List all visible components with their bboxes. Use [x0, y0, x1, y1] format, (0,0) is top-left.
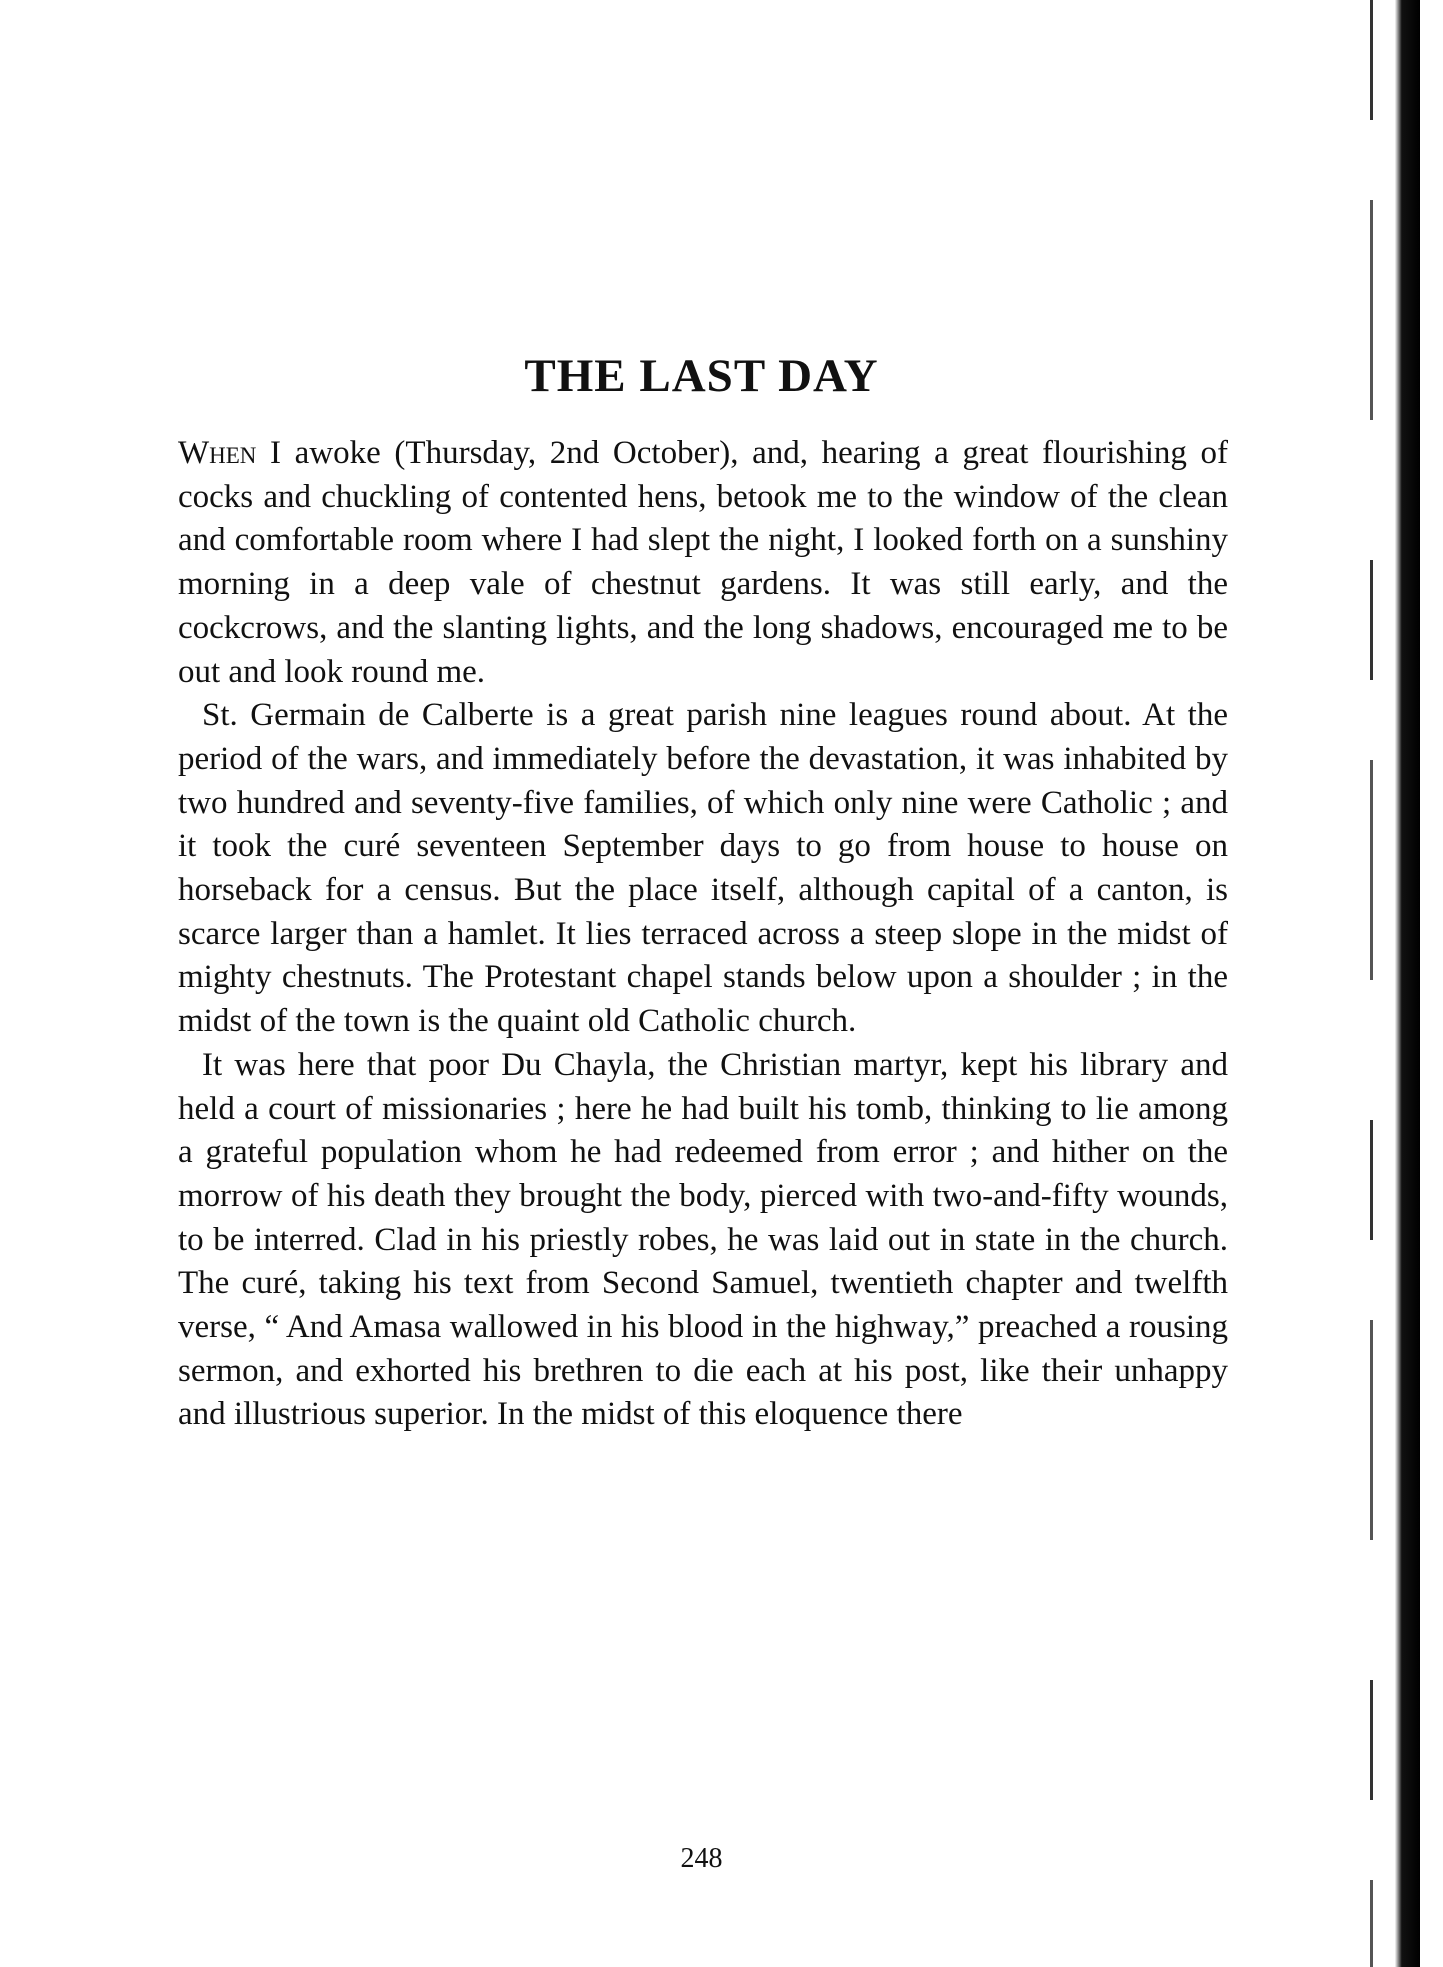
paragraph-3: It was here that poor Du Chayla, the Christian martyr, kept his library and held a court of missionaries ; here he had built his tomb, thinking to lie among a grateful population whom he had redeemed from error ; and hither on the morrow of his death they brought the body, pierced with two-and-fifty wounds, to be interred. Clad in his priestly robes, he was laid out in state in the church. The curé, taking his text from Second Samuel, twentieth chapter and twelfth verse, “ And Amasa wallowed in his blood in the highway,” preached a rousing sermon, and exhorted his brethren to die each at his post, like their unhappy and illustrious superior. In the midst of this eloquence there [178, 1046, 1228, 1433]
paragraph-1 [178, 432, 1228, 694]
small-caps-lead: When [178, 435, 257, 471]
chapter-title: THE LAST DAY [524, 350, 879, 403]
book-binding-edge [1392, 0, 1420, 1967]
body-text [178, 432, 1228, 1437]
paragraph-text: I awoke (Thursday, 2nd October), and, hearing a great flourishing of cocks and chuckling of contented hens, betook me to the window of the clean and comfortable room where I had slept the night, I looked forth on a sunshiny morning in a deep vale of chestnut gardens. It was still early, and the cockcrows, and the slanting lights, and the long shadows, encouraged me to be out and look round me. [178, 435, 1228, 690]
page-number: 248 [680, 1843, 723, 1874]
binding-shadow [1370, 0, 1373, 1967]
paragraph-2: St. Germain de Calberte is a great parish nine leagues round about. At the period of the wars, and immediately before the devastation, it was inhabited by two hundred and seventy-five families, of which only nine were Catholic ; and it took the curé seventeen September days to go from house to house on horseback for a census. But the place itself, although capital of a canton, is scarce larger than a hamlet. It lies terraced across a steep slope in the midst of mighty chestnuts. The Protestant chapel stands below upon a shoulder ; in the midst of the town is the quaint old Catholic church. [178, 697, 1228, 1040]
